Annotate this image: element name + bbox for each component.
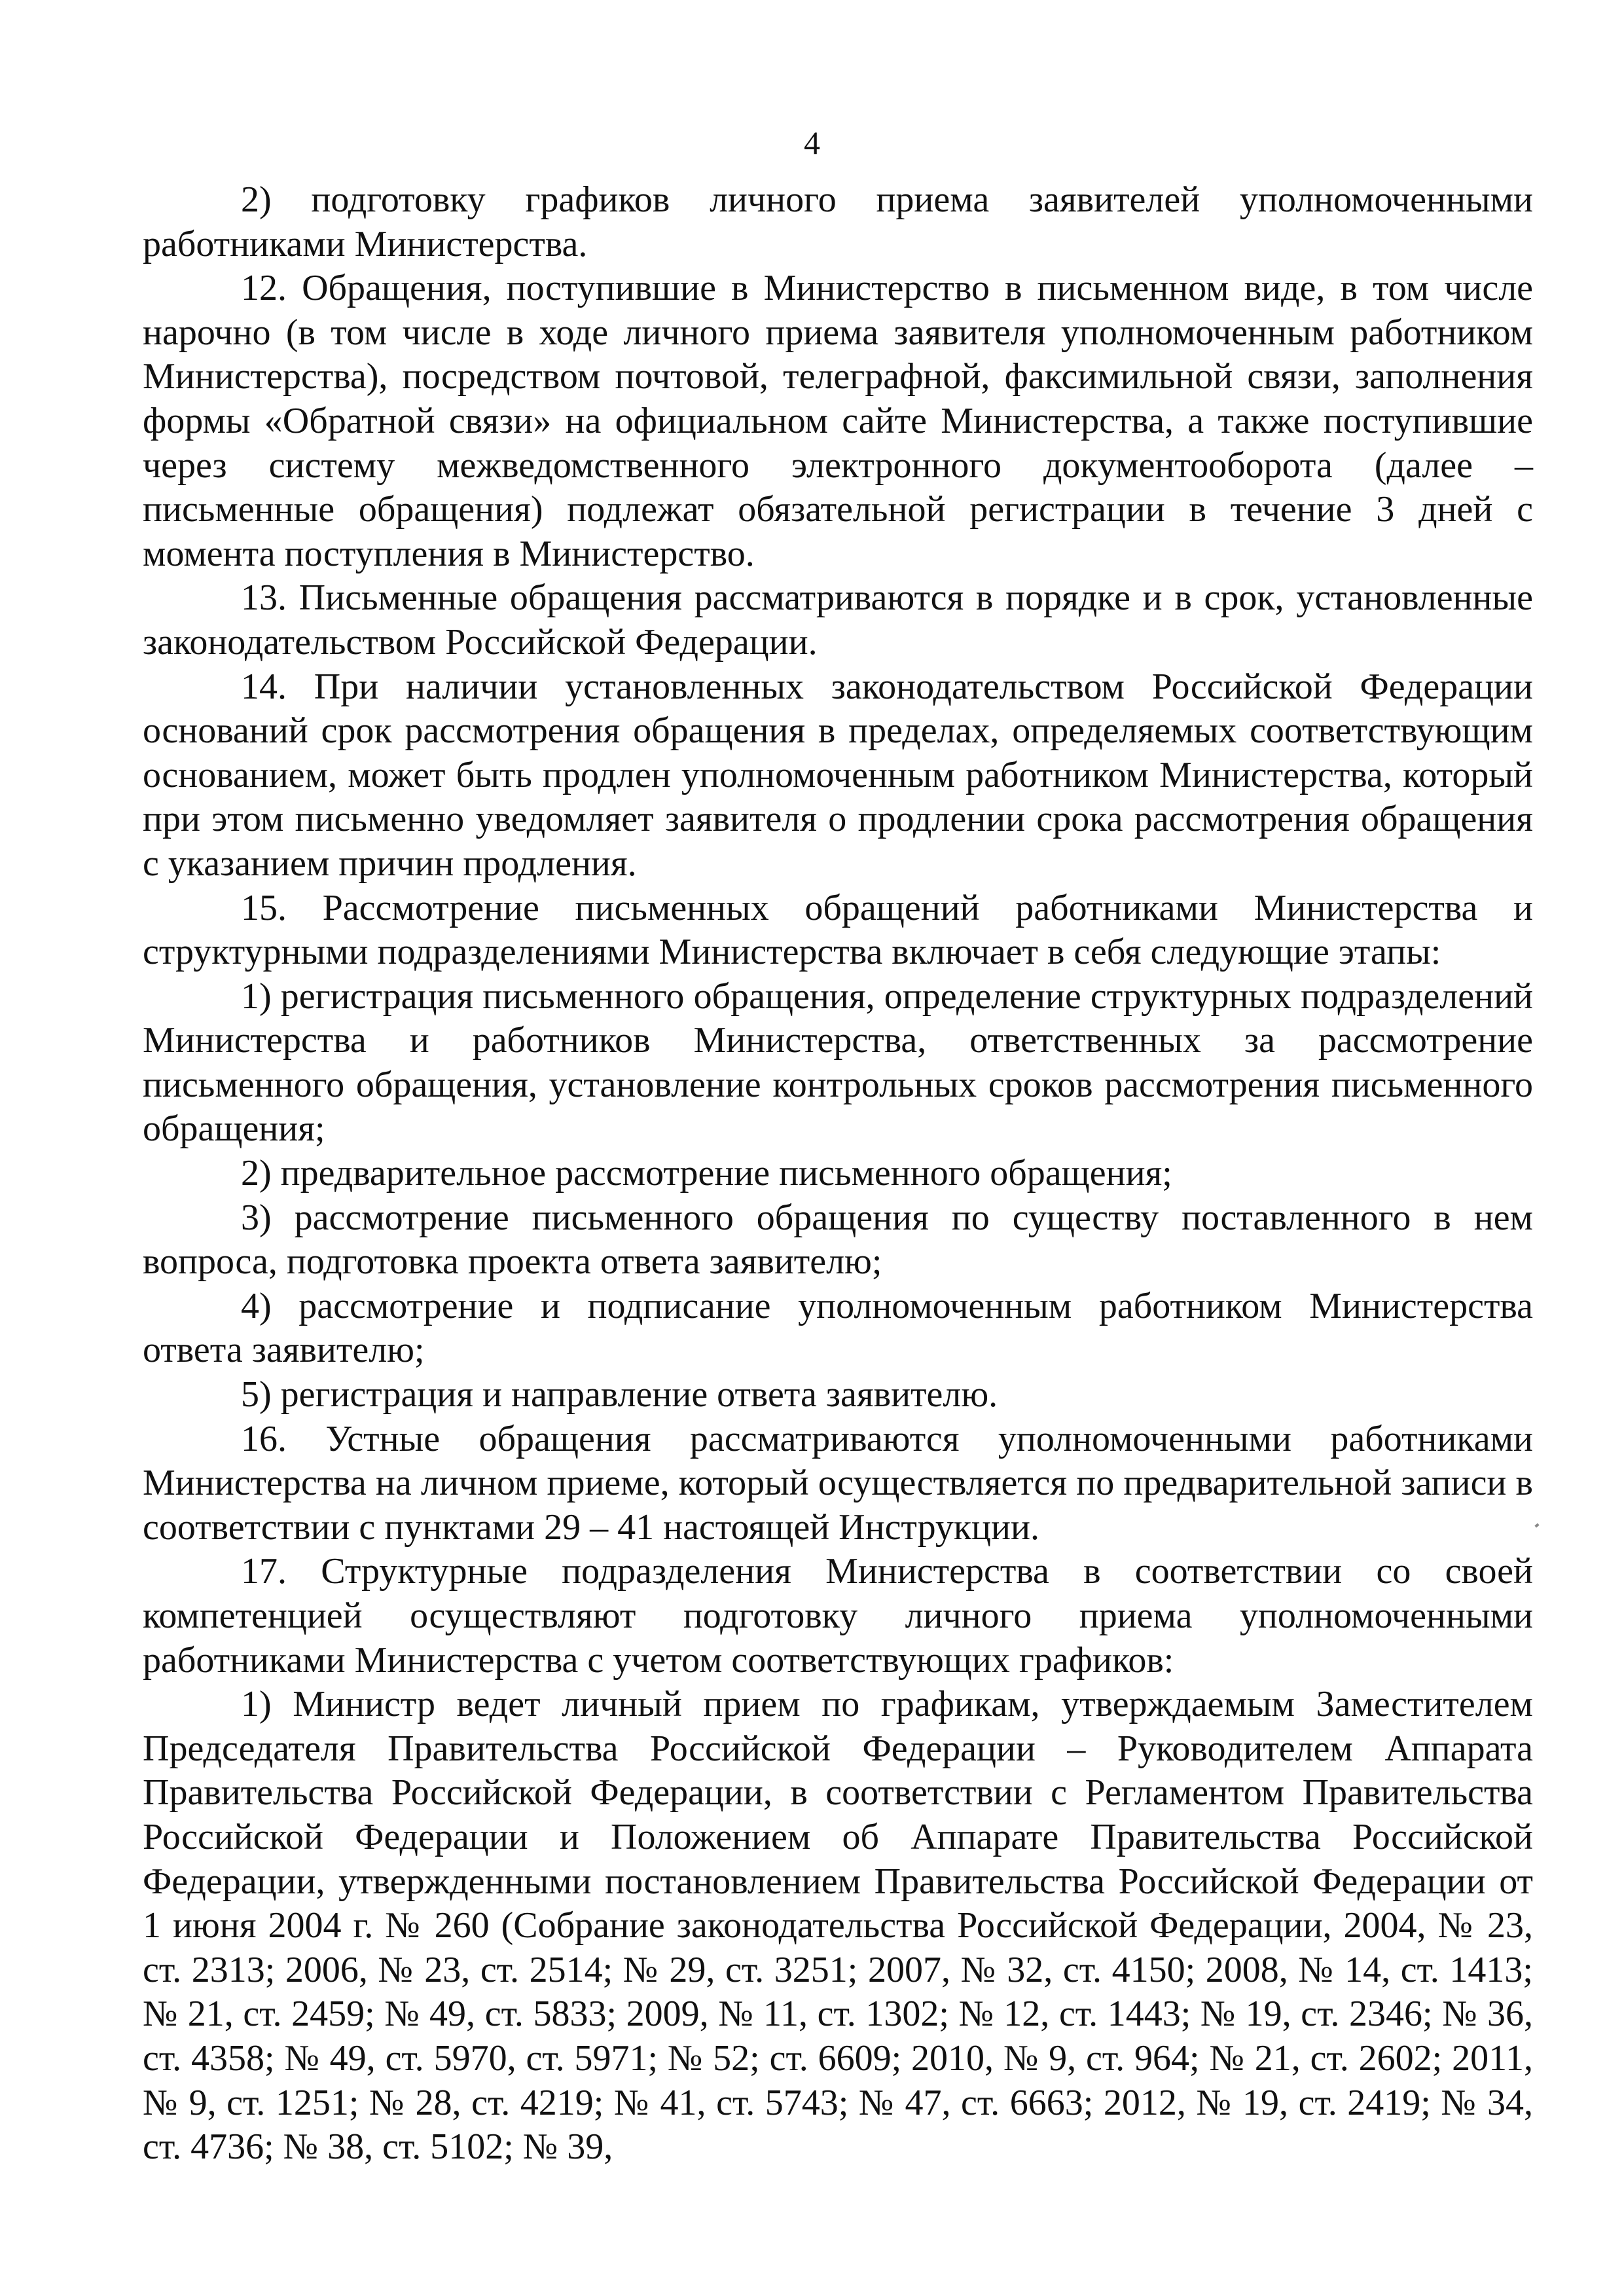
- document-body: [143, 178, 1533, 2170]
- paragraph-15-item-5: 5) регистрация и направление ответа заявителю.: [241, 1374, 998, 1415]
- paragraph-15-item-2: 2) предварительное рассмотрение письменного обращения;: [241, 1153, 1172, 1194]
- paragraph-14: 14. При наличии установленных законодательством Российской Федерации оснований срок рассмотрения обращения в пределах, определяемых соответствующим основанием, может быть продлен уполномоченным работником Министерства, который при этом письменно уведомляет заявителя о продлении срока рассмотрения обращения с указанием причин продления.: [143, 666, 1533, 884]
- paragraph-15-item-4: 4) рассмотрение и подписание уполномоченным работником Министерства ответа заявителю;: [143, 1285, 1533, 1371]
- paragraph-17: 17. Структурные подразделения Министерства в соответствии со своей компетенцией осуществляют подготовку личного приема уполномоченными работниками Министерства с учетом соответствующих графиков:: [143, 1551, 1533, 1681]
- paragraph-15: 15. Рассмотрение письменных обращений работниками Министерства и структурными подразделениями Министерства включает в себя следующие этапы:: [143, 887, 1533, 973]
- scan-mark: [1534, 1523, 1539, 1528]
- paragraph-17-item-1: 1) Министр ведет личный прием по графикам, утверждаемым Заместителем Председателя Правительства Российской Федерации – Руководителем Аппарата Правительства Российской Федерации, в соответствии с Регламентом Правительства Российской Федерации и Положением об Аппарате Правительства Российской Федерации, утвержденными постановлением Правительства Российской Федерации от 1 июня 2004 г. № 260 (Собрание законодательства Российской Федерации, 2004, № 23, ст. 2313; 2006, № 23, ст. 2514; № 29, ст. 3251; 2007, № 32, ст. 4150; 2008, № 14, ст. 1413; № 21, ст. 2459; № 49, ст. 5833; 2009, № 11, ст. 1302; № 12, ст. 1443; № 19, ст. 2346; № 36, ст. 4358; № 49, ст. 5970, ст. 5971; № 52; ст. 6609; 2010, № 9, ст. 964; № 21, ст. 2602; 2011, № 9, ст. 1251; № 28, ст. 4219; № 41, ст. 5743; № 47, ст. 6663; 2012, № 19, ст. 2419; № 34, ст. 4736; № 38, ст. 5102; № 39,: [143, 1684, 1533, 2168]
- paragraph-16: 16. Устные обращения рассматриваются уполномоченными работниками Министерства на личном приеме, который осуществляется по предварительной записи в соответствии с пунктами 29 – 41 настоящей Инструкции.: [143, 1418, 1533, 1548]
- paragraph-15-item-3: 3) рассмотрение письменного обращения по существу поставленного в нем вопроса, подготовка проекта ответа заявителю;: [143, 1197, 1533, 1283]
- paragraph-subitem-2-schedules: 2) подготовку графиков личного приема заявителей уполномоченными работниками Министерства.: [143, 179, 1533, 264]
- paragraph-15-item-1: 1) регистрация письменного обращения, определение структурных подразделений Министерства и работников Министерства, ответственных за рассмотрение письменного обращения, установление контрольных сроков рассмотрения письменного обращения;: [143, 975, 1533, 1150]
- paragraph-13: 13. Письменные обращения рассматриваются в порядке и в срок, установленные законодательством Российской Федерации.: [143, 577, 1533, 663]
- paragraph-12: 12. Обращения, поступившие в Министерство в письменном виде, в том числе нарочно (в том числе в ходе личного приема заявителя уполномоченным работником Министерства), посредством почтовой, телеграфной, факсимильной связи, заполнения формы «Обратной связи» на официальном сайте Министерства, а также поступившие через систему межведомственного электронного документооборота (далее – письменные обращения) подлежат обязательной регистрации в течение 3 дней с момента поступления в Министерство.: [143, 268, 1533, 574]
- page-number: 4: [804, 124, 820, 161]
